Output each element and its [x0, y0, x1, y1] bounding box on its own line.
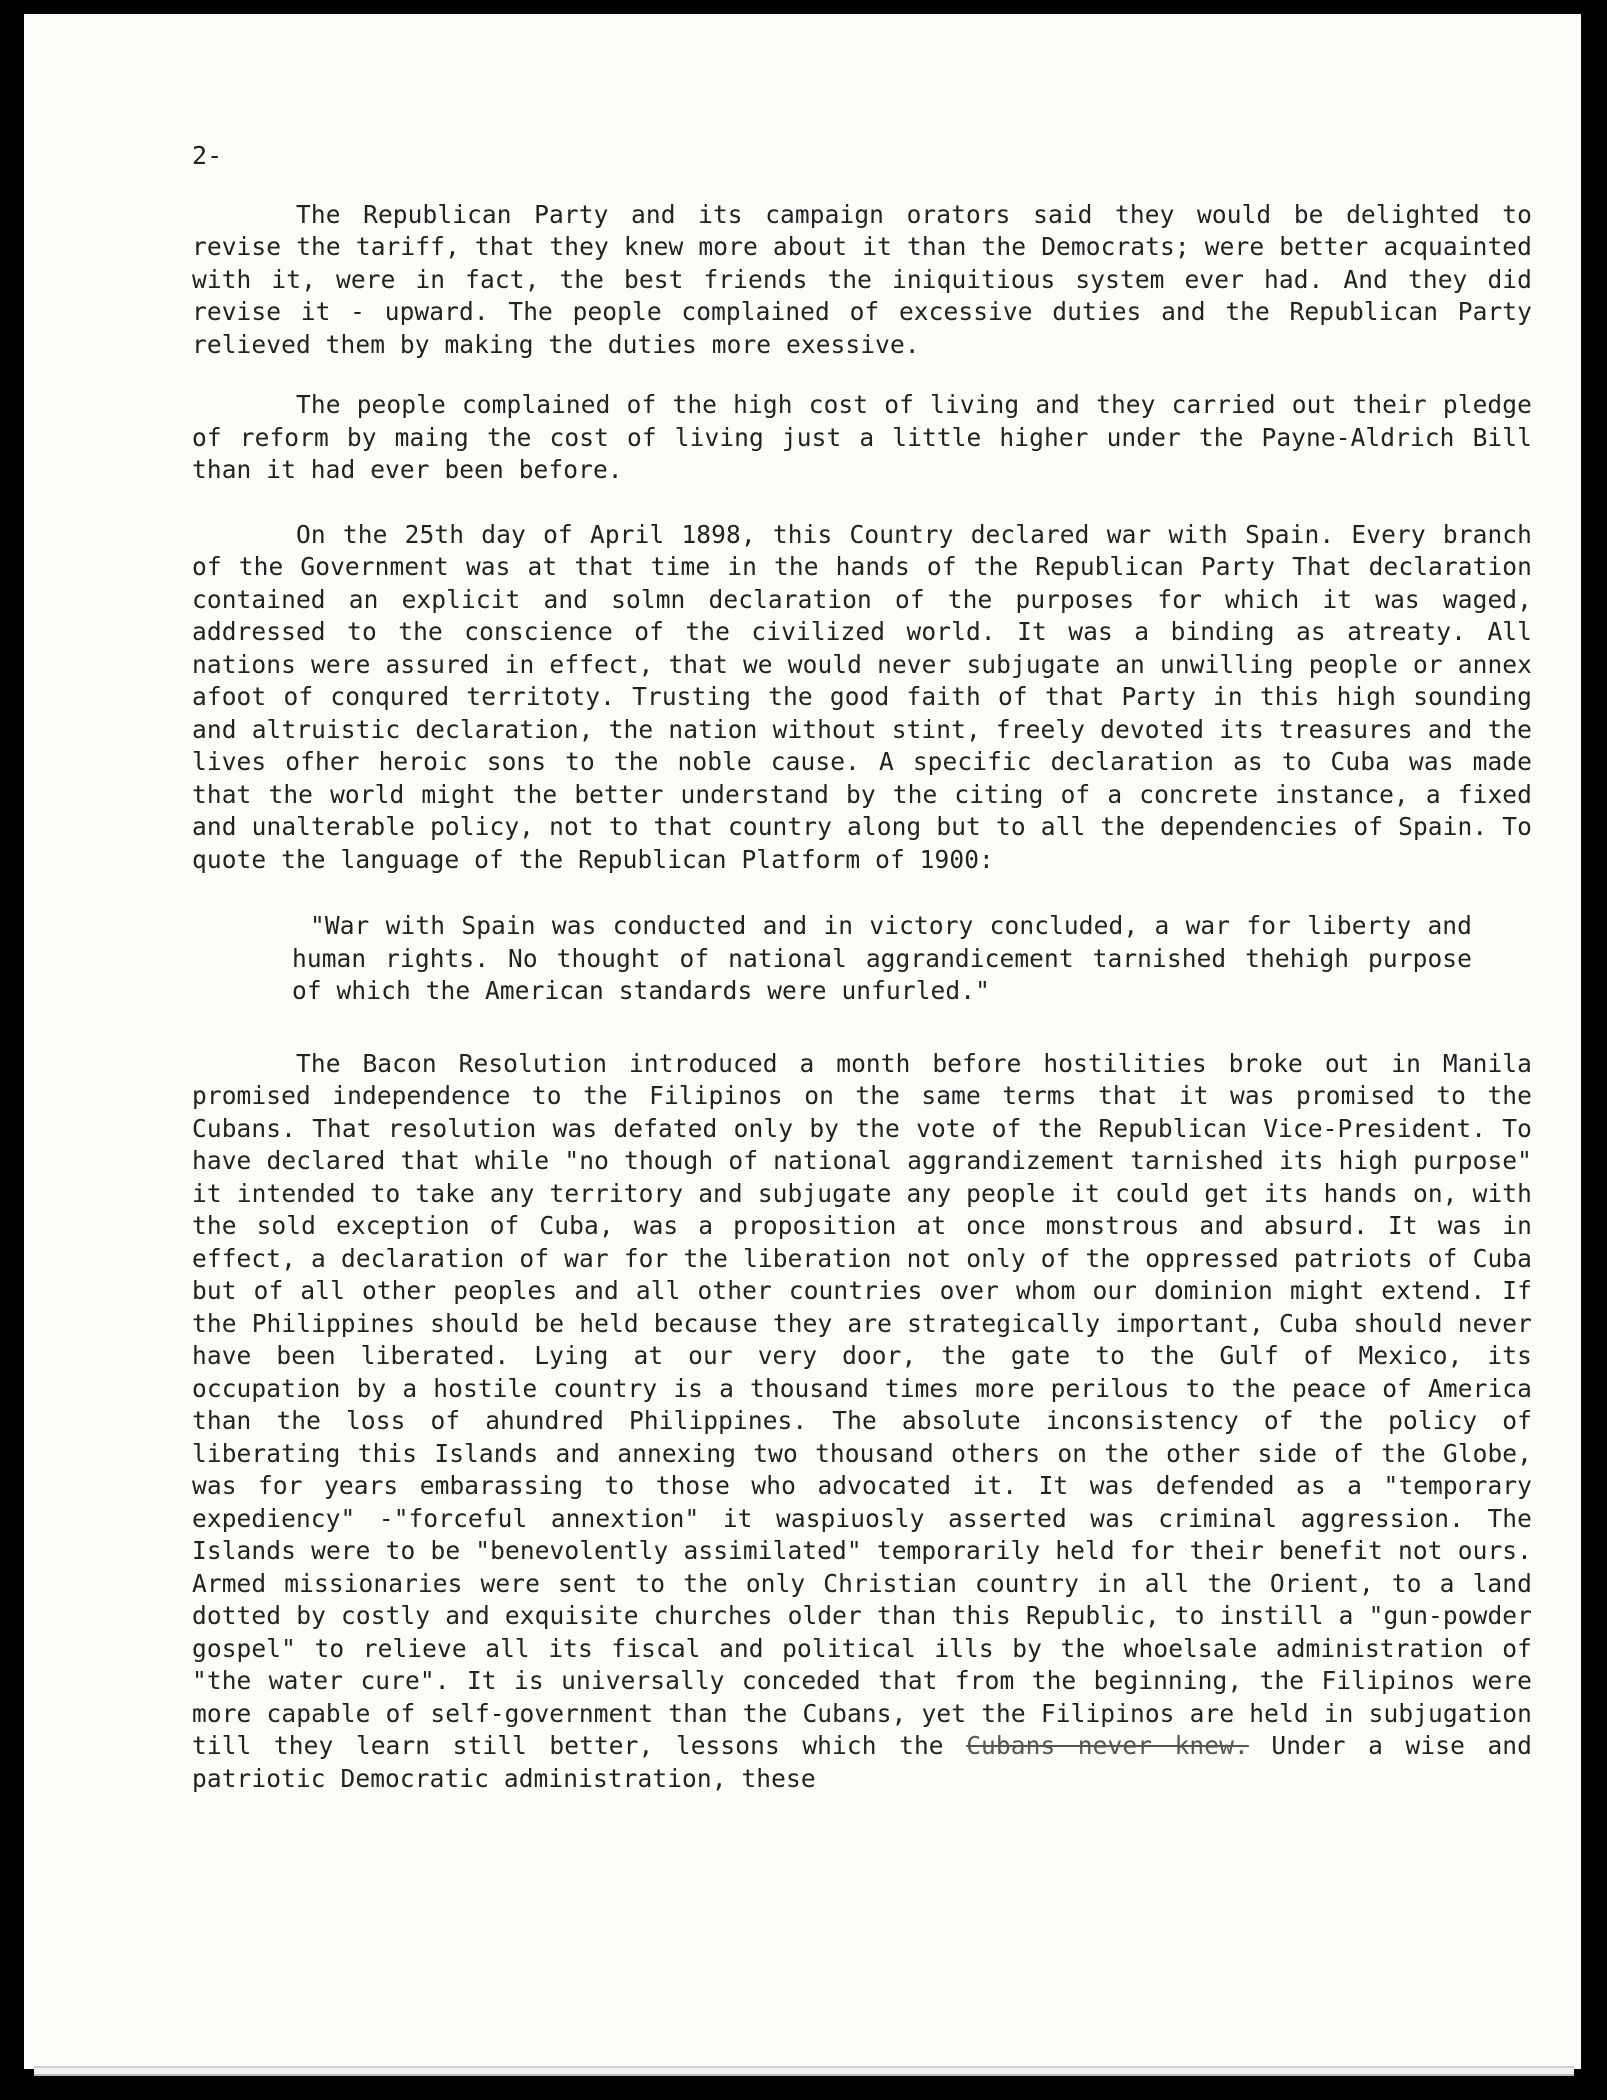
- paragraph-war-with-spain: On the 25th day of April 1898, this Country declared war with Spain. Every branch of the Government was at that time in the hands of the Republican Party That declaration contained an explicit and solmn declaration of the purposes for which it was waged, addressed to the conscience of the civilized world. It was a binding as atreaty. All nations were assured in effect, that we would never subjugate an unwilling people or annex afoot of conqured territoty. Trusting the good faith of that Party in this high sounding and altruistic declaration, the nation without stint, freely devoted its treasures and the lives ofher heroic sons to the noble cause. A specific declaration as to Cuba was made that the world might the better understand by the citing of a concrete instance, a fixed and unalterable policy, not to that country along but to all the dependencies of Spain. To quote the language of the Republican Platform of 1900:: [192, 519, 1532, 874]
- paragraph-bacon-resolution: [192, 1048, 1532, 1796]
- typed-text-block: [192, 140, 1532, 1795]
- paragraph-tariff: The Republican Party and its campaign orators said they would be delighted to revise the tariff, that they knew more about it than the Democrats; were better acquainted with it, were in fact, the best friends the iniquitious system ever had. And they did revise it - upward. The people complained of excessive duties and the Republican Party relieved them by making the duties more exessive.: [192, 199, 1532, 359]
- bacon-resolution-tail: Under a wise and patriotic Democratic administration, these: [192, 1731, 1532, 1793]
- struck-out-text: Cubans never knew.: [966, 1731, 1249, 1760]
- page-number: 2-: [192, 141, 223, 170]
- bacon-resolution-text: The Bacon Resolution introduced a month before hostilities broke out in Manila promised independence to the Filipinos on the same terms that it was promised to the Cubans. That resolution was defated only by the vote of the Republican Vice-President. To have declared that while "no though of national aggrandizement tarnished its high purpose" it intended to take any territory and subjugate any people it could get its hands on, with the sold exception of Cuba, was a proposition at once monstrous and absurd. It was in effect, a declaration of war for the liberation not only of the oppressed patriots of Cuba but of all other peoples and all other countries over whom our dominion might extend. If the Philippines should be held because they are strategically important, Cuba should never have been liberated. Lying at our very door, the gate to the Gulf of Mexico, its occupation by a hostile country is a thousand times more perilous to the peace of America than the loss of ahundred Philippines. The absolute inconsistency of the policy of liberating this Islands and annexing two thousand others on the other side of the Globe, was for years embarassing to those who advocated it. It was defended as a "temporary expediency" -"forceful annextion" it waspiuosly asserted was criminal aggression. The Islands were to be "benevolently assimilated" temporarily held for their benefit not ours. Armed missionaries were sent to the only Christian country in all the Orient, to a land dotted by costly and exquisite churches older than this Republic, to instill a "gun-powder gospel" to relieve all its fiscal and political ills by the whoelsale administration of "the water cure". It is universally conceded that from the beginning, the Filipinos were more capable of self-government than the Cubans, yet the Filipinos are held in subjugation till they learn still better, lessons which the: [192, 1048, 1532, 1760]
- platform-quote: "War with Spain was conducted and in victory concluded, a war for liberty and human rights. No thought of national aggrandicement tarnished thehigh purpose of which the American standards were unfurled.": [292, 911, 1472, 1005]
- paragraph-cost-of-living: The people complained of the high cost of living and they carried out their pledge of reform by maing the cost of living just a little higher under the Payne-Aldrich Bill than it had ever been before.: [192, 390, 1532, 484]
- document-page: [24, 14, 1581, 2069]
- page-bottom-edge: [34, 2066, 1574, 2076]
